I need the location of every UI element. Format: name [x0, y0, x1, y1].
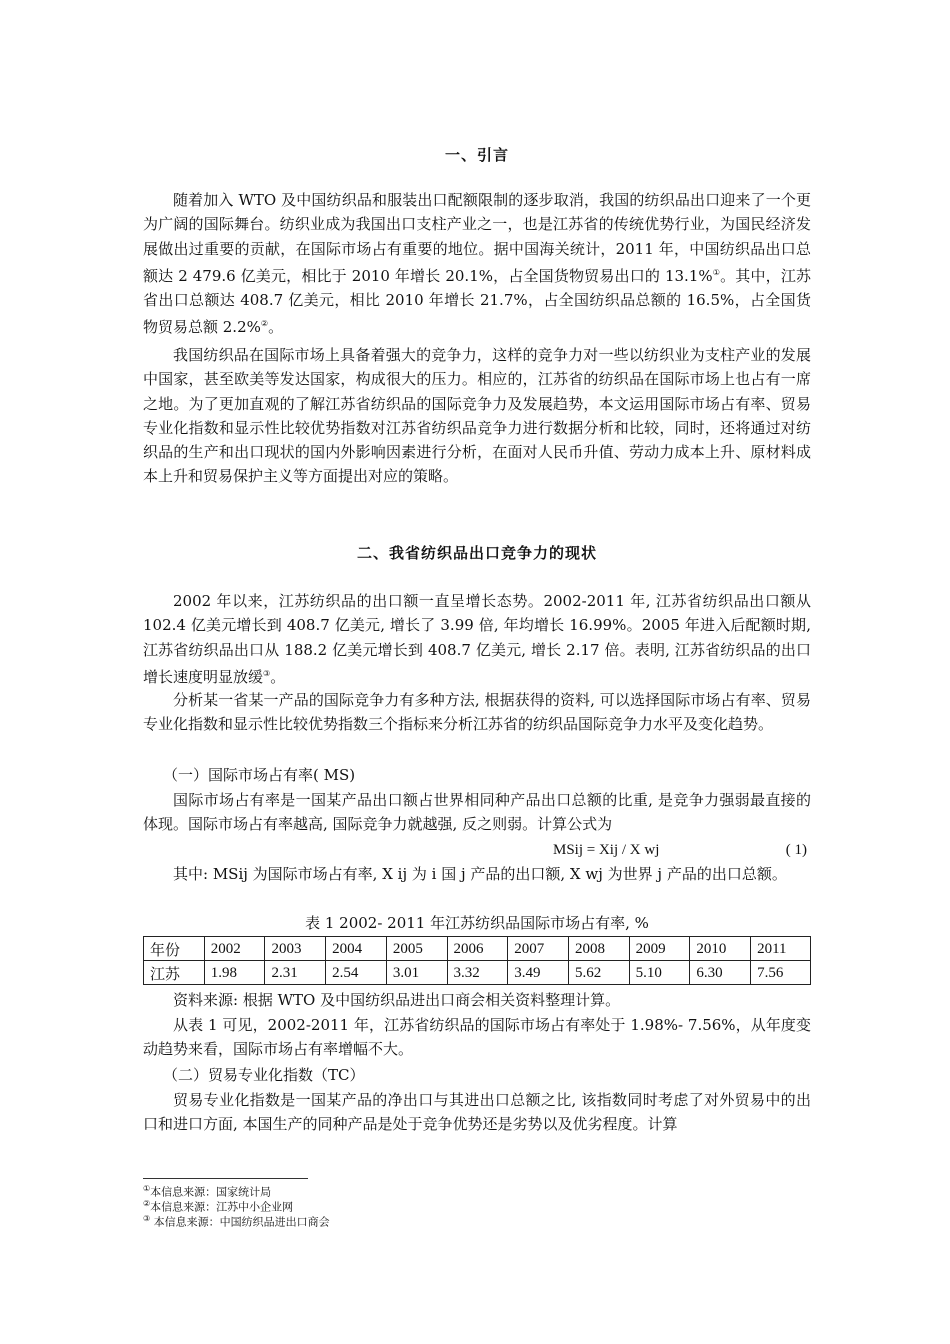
table-1 — [143, 936, 811, 985]
intro-paragraph-2: 我国纺织品在国际市场上具备着强大的竞争力，这样的竞争力对一些以纺织业为支柱产业的发展中国家，甚至欧美等发达国家，构成很大的压力。相应的，江苏省的纺织品在国际市场上也占有一席之地。为了更加直观的了解江苏省纺织品的国际竞争力及发展趋势，本文运用国际市场占有率、贸易专业化指数和显示性比较优势指数对江苏省纺织品竞争力进行数据分析和比较，同时，还将通过对纺织品的生产和出口现状的国内外影响因素进行分析，在面对人民币升值、劳动力成本上升、原材料成本上升和贸易保护主义等方面提出对应的策略。 — [143, 346, 811, 486]
footnote-1: ①本信息来源：国家统计局 — [143, 1184, 272, 1199]
table-cell: 2005 — [386, 937, 447, 961]
table-cell: 3.01 — [386, 961, 447, 985]
table-header-row — [144, 937, 811, 961]
intro-paragraph-1: 随着加入 WTO 及中国纺织品和服装出口配额限制的逐步取消，我国的纺织品出口迎来了一个更为广阔的国际舞台。纺织业成为我国出口支柱产业之一，也是江苏省的传统优势行业，为国民经济发展做出过重要的贡献，在国际市场占有重要的地位。据中国海关统计，2011 年，中国纺织品出口总额达 2 479.6 亿美元，相比于 2010 年增长 20.1%，占全国货物贸易出口的 13.1%①。其中，江苏省出口总额达 408.7 亿美元，相比 2010 年增长 21.7%，占全国纺织品总额的 16.5%，占全国货物贸易总额 2.2%②。 — [143, 191, 811, 337]
footnote-divider — [143, 1178, 308, 1179]
table-cell: 2007 — [508, 937, 569, 961]
table-row — [144, 961, 811, 985]
tc-definition-paragraph: 贸易专业化指数是一国某产品的净出口与其进出口总额之比, 该指数同时考虑了对外贸易中的出口和进口方面, 本国生产的同种产品是处于竞争优势还是劣势以及优劣程度。计算 — [143, 1091, 811, 1134]
section-2-paragraph-1: 2002 年以来，江苏纺织品的出口额一直呈增长态势。2002-2011 年, 江苏省纺织品出口额从 102.4 亿美元增长到 408.7 亿美元, 增长了 3.99 倍, 年均增长 16.99%。2005 年进入后配额时期, 江苏省纺织品出口从 188.2 亿美元增长到 408.7 亿美元, 增长 2.17 倍。表明, 江苏省纺织品的出口增长速度明显放缓③。 — [143, 592, 811, 686]
table-cell: 2009 — [629, 937, 690, 961]
table-cell: 7.56 — [751, 961, 811, 985]
footnote-ref-3: ③ — [263, 668, 271, 678]
table-cell: 2010 — [690, 937, 751, 961]
subsection-tc-title: （二）贸易专业化指数（TC） — [163, 1066, 365, 1084]
section-2-title: 二、我省纺织品出口竞争力的现状 — [356, 544, 597, 562]
table-1-analysis-paragraph: 从表 1 可见，2002-2011 年，江苏省纺织品的国际市场占有率处于 1.98%- 7.56%，从年度变动趋势来看，国际市场占有率增幅不大。 — [143, 1016, 811, 1059]
table-cell: 江苏 — [144, 961, 205, 985]
table-1-caption: 表 1 2002- 2011 年江苏纺织品国际市场占有率, % — [305, 914, 649, 932]
table-cell: 2002 — [204, 937, 265, 961]
footnote-ref-1: ① — [712, 267, 721, 277]
table-cell: 1.98 — [204, 961, 265, 985]
footnote-2: ②本信息来源：江苏中小企业网 — [143, 1199, 294, 1214]
table-cell: 3.49 — [508, 961, 569, 985]
subsection-ms-title: （一）国际市场占有率( MS) — [163, 766, 356, 784]
table-cell: 5.62 — [568, 961, 629, 985]
footnote-ref-2: ② — [260, 319, 269, 329]
ms-variables-paragraph: 其中: MSij 为国际市场占有率, X ij 为 i 国 j 产品的出口额, X wj 为世界 j 产品的出口总额。 — [173, 865, 787, 883]
table-cell: 6.30 — [690, 961, 751, 985]
table-cell: 2006 — [447, 937, 508, 961]
formula-number: ( 1) — [785, 842, 807, 858]
section-1-title: 一、引言 — [444, 146, 509, 164]
table-cell: 5.10 — [629, 961, 690, 985]
table-1-source: 资料来源: 根据 WTO 及中国纺织品进出口商会相关资料整理计算。 — [173, 991, 621, 1009]
table-cell: 2003 — [265, 937, 326, 961]
table-cell: 2.31 — [265, 961, 326, 985]
table-cell: 2.54 — [326, 961, 387, 985]
table-cell: 3.32 — [447, 961, 508, 985]
ms-definition-paragraph: 国际市场占有率是一国某产品出口额占世界相同种产品出口总额的比重, 是竞争力强弱最直接的体现。国际市场占有率越高, 国际竞争力就越强, 反之则弱。计算公式为 — [143, 791, 811, 834]
section-2-paragraph-2: 分析某一省某一产品的国际竞争力有多种方法, 根据获得的资料, 可以选择国际市场占有率、贸易专业化指数和显示性比较优势指数三个指标来分析江苏省的纺织品国际竞争力水平及变化趋势。 — [143, 691, 811, 734]
formula-expression: MSij = Xij / X wj — [553, 842, 660, 858]
table-cell: 2004 — [326, 937, 387, 961]
table-cell: 年份 — [144, 937, 205, 961]
table-cell: 2008 — [568, 937, 629, 961]
footnote-3: ③ 本信息来源：中国纺织品进出口商会 — [143, 1214, 330, 1229]
table-cell: 2011 — [751, 937, 811, 961]
